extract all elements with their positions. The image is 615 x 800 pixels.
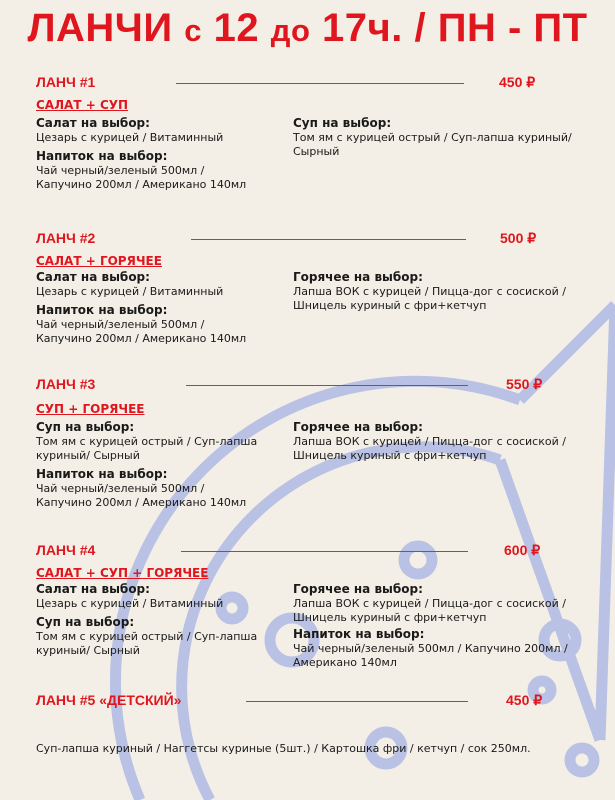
lunch-name: ЛАНЧ #3 [36, 376, 96, 392]
option-text: куриный/ Сырный [36, 449, 140, 462]
page-title: ЛАНЧИ с 12 до 17ч. / ПН - ПТ [27, 6, 588, 50]
option-heading: Салат на выбор: [36, 116, 150, 130]
divider [186, 385, 468, 386]
lunch-section-3 [36, 376, 596, 509]
option-heading: Напиток на выбор: [36, 149, 168, 163]
lunch-name: ЛАНЧ #2 [36, 230, 96, 246]
option-heading: Горячее на выбор: [293, 582, 423, 596]
option-text: Чай черный/зеленый 500мл / Капучино 200мл / [293, 642, 568, 655]
kids-lunch-description: Суп-лапша куриный / Наггетсы куриные (5шт.) / Картошка фри / кетчуп / сок 250мл. [36, 742, 531, 755]
divider [191, 239, 466, 240]
option-heading: Салат на выбор: [36, 582, 150, 596]
lunch-name: ЛАНЧ #5 «ДЕТСКИЙ» [36, 692, 182, 708]
option-text: Шницель куриный с фри+кетчуп [293, 449, 487, 462]
lunch-price: 550 ₽ [506, 376, 543, 392]
lunch-section-1 [36, 74, 596, 191]
option-text: Том ям с курицей острый / Суп-лапша [36, 630, 258, 643]
option-text: Американо 140мл [293, 656, 397, 669]
lunch-name: ЛАНЧ #1 [36, 74, 96, 90]
divider [181, 551, 468, 552]
option-text: Капучино 200мл / Американо 140мл [36, 178, 247, 191]
option-heading: Салат на выбор: [36, 270, 150, 284]
option-text: Том ям с курицей острый / Суп-лапша куриный/ [293, 131, 572, 144]
combo-title: САЛАТ + СУП + ГОРЯЧЕЕ [36, 566, 209, 580]
option-heading: Суп на выбор: [293, 116, 392, 130]
lunch-section-5 [36, 692, 596, 714]
option-text: Лапша ВОК с курицей / Пицца-дог с сосиской / [293, 597, 566, 610]
option-text: Том ям с курицей острый / Суп-лапша [36, 435, 258, 448]
option-text: Цезарь с курицей / Витаминный [36, 597, 224, 610]
option-text: куриный/ Сырный [36, 644, 140, 657]
lunch-price: 600 ₽ [504, 542, 541, 558]
lunch-price: 450 ₽ [499, 74, 536, 90]
combo-title: СУП + ГОРЯЧЕЕ [36, 402, 145, 416]
option-text: Чай черный/зеленый 500мл / [36, 482, 205, 495]
option-heading: Напиток на выбор: [293, 627, 425, 641]
lunch-section-2 [36, 230, 596, 345]
option-text: Лапша ВОК с курицей / Пицца-дог с сосиской / [293, 435, 566, 448]
combo-title: САЛАТ + СУП [36, 98, 129, 112]
option-text: Капучино 200мл / Американо 140мл [36, 496, 247, 509]
option-text: Шницель куриный с фри+кетчуп [293, 611, 487, 624]
option-heading: Суп на выбор: [36, 615, 135, 629]
option-text: Шницель куриный с фри+кетчуп [293, 299, 487, 312]
option-text: Чай черный/зеленый 500мл / [36, 318, 205, 331]
divider [176, 83, 464, 84]
option-text: Цезарь с курицей / Витаминный [36, 285, 224, 298]
lunch-price: 500 ₽ [500, 230, 537, 246]
option-text: Цезарь с курицей / Витаминный [36, 131, 224, 144]
option-heading: Напиток на выбор: [36, 467, 168, 481]
option-heading: Горячее на выбор: [293, 270, 423, 284]
option-heading: Напиток на выбор: [36, 303, 168, 317]
option-text: Чай черный/зеленый 500мл / [36, 164, 205, 177]
lunch-price: 450 ₽ [506, 692, 543, 708]
option-heading: Горячее на выбор: [293, 420, 423, 434]
option-text: Сырный [293, 145, 340, 158]
lunch-name: ЛАНЧ #4 [36, 542, 96, 558]
option-heading: Суп на выбор: [36, 420, 135, 434]
combo-title: САЛАТ + ГОРЯЧЕЕ [36, 254, 162, 268]
option-text: Капучино 200мл / Американо 140мл [36, 332, 247, 345]
lunch-section-4 [36, 542, 596, 669]
divider [246, 701, 468, 702]
option-text: Лапша ВОК с курицей / Пицца-дог с сосиской / [293, 285, 566, 298]
